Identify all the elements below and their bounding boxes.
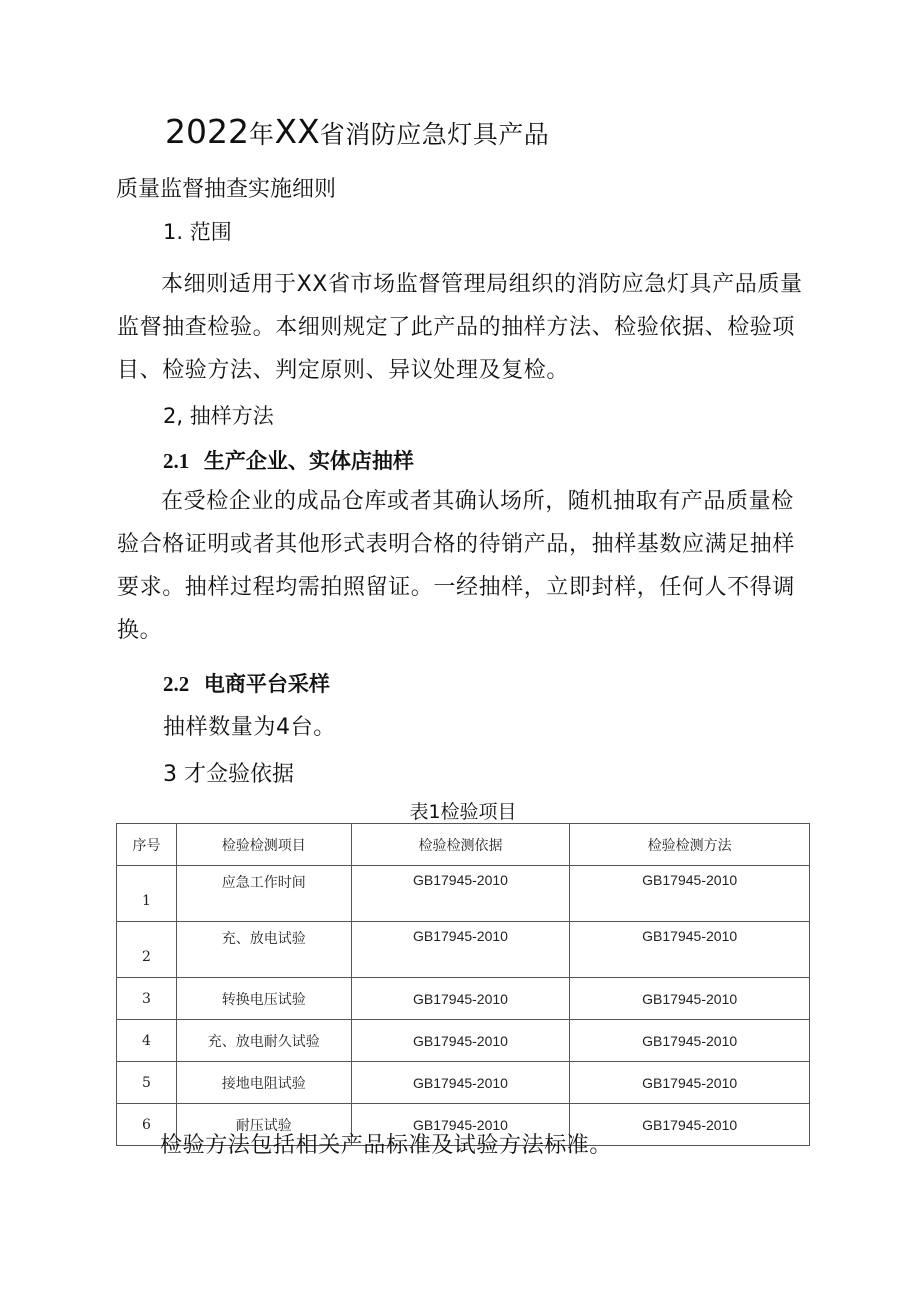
cell-seq: 2 (117, 922, 177, 978)
header-basis: 检验检测依据 (351, 824, 570, 866)
section-2-1-title: 生产企业、实体店抽样 (203, 449, 414, 473)
section-2-2-title: 电商平台采样 (203, 672, 330, 696)
section-2-1-text: 在受检企业的成品仓库或者其确认场所，随机抽取有产品质量检验合格证明或者其他形式表明合格的待销产品，抽样基数应满足抽样要求。抽样过程均需拍照留证。一经抽样，立即封样，任何人不得调换。 (117, 489, 796, 643)
document-title-line1 (165, 112, 549, 151)
cell-seq: 3 (117, 978, 177, 1020)
table-header-row (117, 824, 810, 866)
table-row (117, 978, 810, 1020)
section-3-heading: 3 才佥验依据 (163, 762, 294, 787)
title-year: 2022 (165, 112, 249, 151)
cell-basis: GB17945-2010 (351, 866, 570, 922)
header-seq: 序号 (117, 824, 177, 866)
cell-basis: GB17945-2010 (351, 1020, 570, 1062)
section-2-2-heading (163, 668, 330, 698)
section-2-1-heading (163, 445, 414, 475)
section-2-2-body: 抽样数量为4台。 (163, 715, 336, 740)
cell-item: 转换电压试验 (176, 978, 351, 1020)
section-2-1-body (117, 480, 807, 652)
header-method: 检验检测方法 (570, 824, 810, 866)
closing-paragraph: 检验方法包括相关产品标准及试验方法标准。 (160, 1133, 613, 1158)
title-rest: 省消防应急灯具产品 (319, 120, 550, 149)
section-2-2-number: 2.2 (163, 672, 190, 696)
table-row (117, 922, 810, 978)
cell-method: GB17945-2010 (570, 922, 810, 978)
inspection-items-table (116, 823, 810, 1146)
cell-seq: 6 (117, 1104, 177, 1146)
cell-item: 充、放电试验 (176, 922, 351, 978)
cell-item: 应急工作时间 (176, 866, 351, 922)
section-2-heading: 2, 抽样方法 (163, 404, 274, 428)
cell-method: GB17945-2010 (570, 1062, 810, 1104)
table-row (117, 1020, 810, 1062)
cell-item: 充、放电耐久试验 (176, 1020, 351, 1062)
cell-method: GB17945-2010 (570, 1104, 810, 1146)
table-row (117, 1062, 810, 1104)
document-title-line2: 质量监督抽查实施细则 (116, 177, 337, 202)
section-1-text: 本细则适用于XX省市场监督管理局组织的消防应急灯具产品质量监督抽查检验。本细则规定了此产品的抽样方法、检验依据、检验项目、检验方法、判定原则、异议处理及复检。 (117, 272, 803, 383)
section-1-body (117, 263, 807, 392)
table-row (117, 866, 810, 922)
cell-item: 耐压试验 (176, 1104, 351, 1146)
cell-basis: GB17945-2010 (351, 922, 570, 978)
cell-seq: 4 (117, 1020, 177, 1062)
cell-method: GB17945-2010 (570, 978, 810, 1020)
cell-item: 接地电阻试验 (176, 1062, 351, 1104)
cell-seq: 5 (117, 1062, 177, 1104)
cell-method: GB17945-2010 (570, 1020, 810, 1062)
cell-method: GB17945-2010 (570, 866, 810, 922)
cell-seq: 1 (117, 866, 177, 922)
section-2-1-number: 2.1 (163, 449, 190, 473)
header-item: 检验检测项目 (176, 824, 351, 866)
title-year-suffix: 年 (248, 120, 275, 149)
cell-basis: GB17945-2010 (351, 1104, 570, 1146)
cell-basis: GB17945-2010 (351, 978, 570, 1020)
title-province: XX (274, 112, 320, 151)
table-caption: 表1检验项目 (409, 801, 517, 823)
cell-basis: GB17945-2010 (351, 1062, 570, 1104)
section-1-heading: 1. 范围 (163, 220, 232, 244)
